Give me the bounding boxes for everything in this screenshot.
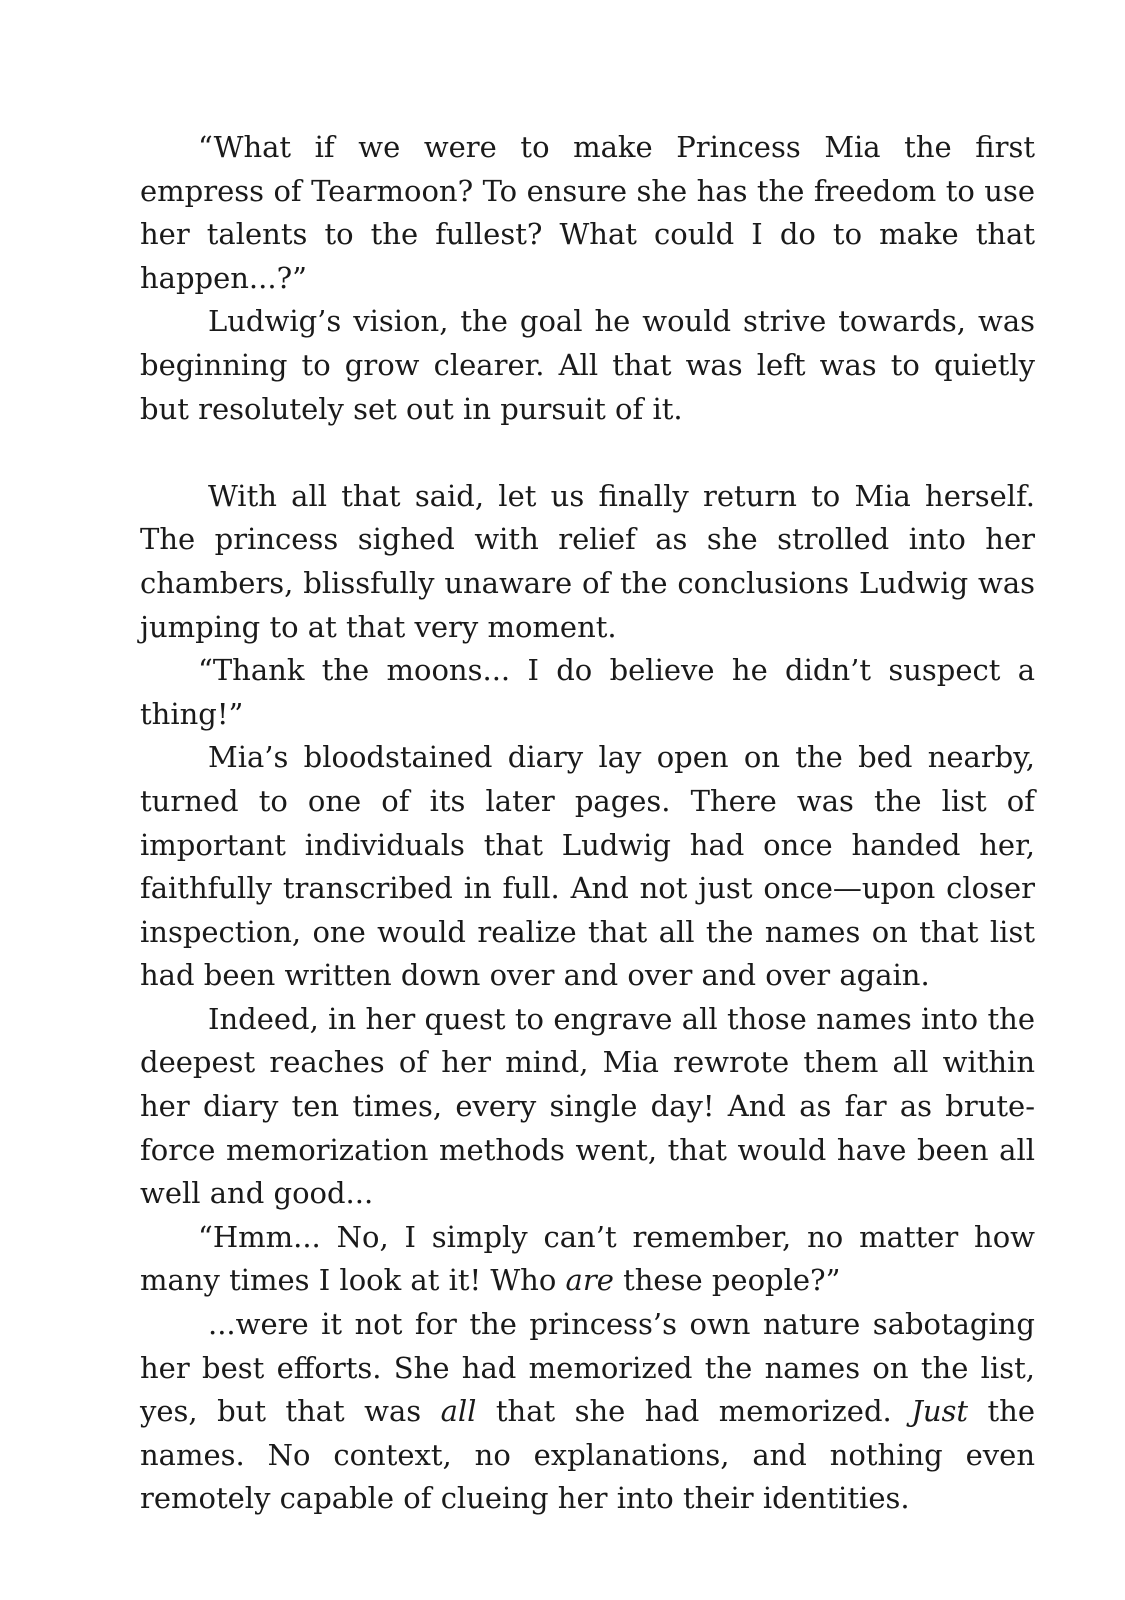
quote-emphasis-are: are (565, 1263, 614, 1298)
paragraph-sabotage (140, 1303, 1035, 1521)
scene-break (140, 431, 1035, 475)
paragraph-return-to-mia: With all that said, let us finally return to Mia herself. The princess sighed with relief as she strolled into her chambers, blissfully unaware of the conclusions Ludwig was jumping to at that very moment. (140, 478, 1035, 644)
quote-text-before: “Hmm... No, I simply can’t remember, no matter how many times I look at it! Who (140, 1219, 1035, 1298)
book-page (140, 126, 1035, 1521)
paragraph-memorization: Indeed, in her quest to engrave all those names into the deepest reaches of her mind, Mia rewrote them all within her diary ten times, every single day! And as far as brute-force memorization methods went, that would have been all well and good... (140, 1001, 1035, 1211)
quote-text-after: these people?” (613, 1263, 841, 1298)
paragraph-mia-relief-quote: “Thank the moons... I do believe he didn’t suspect a thing!” (140, 653, 1035, 731)
paragraph-diary-list: Mia’s bloodstained diary lay open on the bed nearby, turned to one of its later pages. There was the list of important individuals that Ludwig had once handed her, faithfully transcribed in full. And not just once—upon closer inspection, one would realize that all the names on that list had been written down over and over and over again. (140, 740, 1035, 993)
sabotage-emphasis-just: Just (911, 1394, 969, 1429)
paragraph-mia-hmm-quote (140, 1216, 1035, 1303)
sabotage-emphasis-all: all (440, 1394, 477, 1429)
paragraph-ludwig-quote: “What if we were to make Princess Mia the first empress of Tearmoon? To ensure she has the freedom to use her talents to the fullest? What could I do to make that happen...?” (140, 130, 1035, 295)
sabotage-text-1: ...were it not for the princess’s own nature sabotaging her best efforts. She had memorized the names on the list, yes, but that was (140, 1307, 1035, 1429)
paragraph-ludwig-vision: Ludwig’s vision, the goal he would strive towards, was beginning to grow clearer. All that was left was to quietly but resolutely set out in pursuit of it. (140, 304, 1035, 426)
sabotage-text-3: the names. No context, no explanations, and nothing even remotely capable of clueing her into their identities. (140, 1394, 1035, 1516)
sabotage-text-2: that she had memorized. (476, 1394, 912, 1429)
